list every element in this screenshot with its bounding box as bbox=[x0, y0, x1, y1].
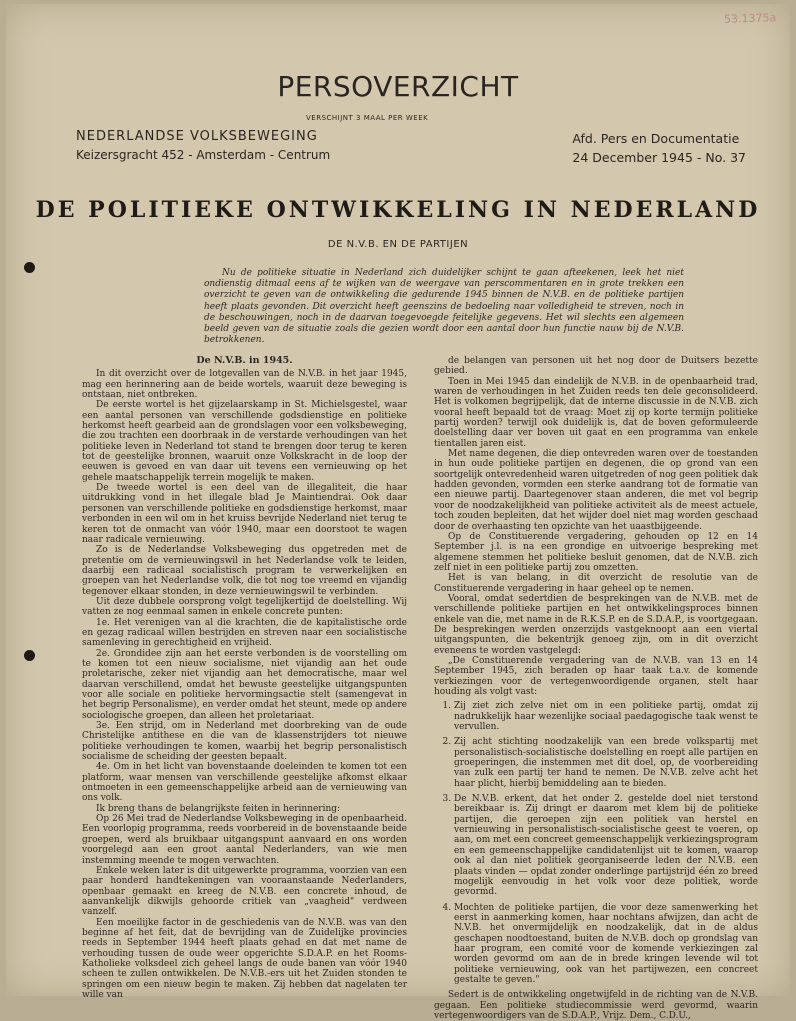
body-paragraph: Zo is de Nederlandse Volksbeweging dus opgetreden met de pretentie om de vernieuwingswil in het Nederlandse volk te leiden, daarbij een radicaal socialistisch program te verwerkelijken en groepen van het Nederlandse volk, die tot nog toe vreemd en vijandig tegenover elkaar stonden, in deze vernieuwingswil te verbinden. bbox=[82, 545, 407, 597]
right-column bbox=[434, 356, 758, 1021]
body-paragraph: Op 26 Mei trad de Nederlandse Volksbeweging in de openbaarheid. Een voorlopig programma, reeds voorbereid in de bovenstaande beide groepen, werd als bruikbaar uitgangspunt aanvaard en ons worden voorgelegd aan een groot aantal Nederlanders, van wie men instemming meende te mogen verwachten. bbox=[82, 814, 407, 866]
article-headline: DE POLITIEKE ONTWIKKELING IN NEDERLAND bbox=[35, 197, 761, 223]
organization-name: NEDERLANDSE VOLKSBEWEGING bbox=[76, 129, 318, 144]
body-paragraph: „De Constituerende vergadering van de N.V.B. van 13 en 14 September 1945, zich beraden op haar taak t.a.v. de komende verkiezingen voor de vertegenwoordigende organen, stelt haar houding als volgt vast: bbox=[434, 655, 758, 697]
body-paragraph: In dit overzicht over de lotgevallen van de N.V.B. in het jaar 1945, mag een herinnering aan de beide wortels, waaruit deze beweging is ontstaan, niet ontbreken. bbox=[82, 369, 407, 401]
body-paragraph: Op de Constituerende vergadering, gehouden op 12 en 14 September j.l. is na een grondige en uitvoerige bespreking met algemene stemmen het politieke besluit genomen, dat de N.V.B. zich zelf niet in een politieke partij zou omzetten. bbox=[434, 531, 758, 573]
body-paragraph: Toen in Mei 1945 dan eindelijk de N.V.B. in de openbaarheid trad, waren de verhoudingen in het Zuiden reeds ten dele geconsolideerd. Het is volkomen begrijpelijk, dat de interne discussie in de N.V.B. zich vooral heeft bepaald tot de vraag: Moet zij op korte termijn politieke partij worden? terwijl ook duidelijk is, dat de boven geformuleerde doelstelling daar ver boven uit gaat en een programma van enkele tientallen jaren eist. bbox=[434, 376, 758, 449]
intro-paragraph: Nu de politieke situatie in Nederland zich duidelijker schijnt te gaan afteekenen, leek het niet ondienstig ditmaal eens af te wijken van de weergave van perscommentaren en in grote trekken een overzicht te geven van de ontwikkeling die gedurende 1945 binnen de N.V.B. en de politieke partijen heeft plaats gevonden. Dit overzicht heeft geenszins de bedoeling naar volledigheid te streven, noch in de beschouwingen, noch in de daarvan toegevoegde feitelijke gegevens. Het wil slechts een algemeen beeld geven van de situatie zoals die gezien wordt door een aantal door hun functie nauw bij de N.V.B. betrokkenen. bbox=[204, 268, 684, 346]
organization-block bbox=[76, 129, 330, 162]
resolution-item: 3. De N.V.B. erkent, dat het onder 2. gestelde doel niet terstond bereikbaar is. Zij dringt er daarom met klem bij de politieke partijen, die geroepen zijn een politiek van herstel en vernieuwing in personalistisch-socialistische geest te voeren, op aan, om met een concreet gemeenschappelijk verkiezingsprogram en een gemeenschappelijke candidatenlijst uit te komen, waarop ook al dan niet politiek georganiseerde leden der N.V.B. een plaats vinden — opdat zonder onderlinge partijstrijd één zo breed mogelijk eenvoudig in het volk voor deze politiek, worde gevormd. bbox=[454, 794, 758, 897]
punch-hole-bottom bbox=[24, 650, 35, 661]
resolution-item: 2. Zij acht stichting noodzakelijk van een brede volkspartij met personalistisch-socialistische doelstelling en roept alle partijen en groeperingen, die instemmen met dit doel, op, de voorbereiding van zulk een partij ter hand te nemen. De N.V.B. zelve acht het haar plicht, hierbij bemiddeling aan te bieden. bbox=[454, 737, 758, 789]
section-heading: De N.V.B. in 1945. bbox=[196, 355, 293, 366]
punch-hole-top bbox=[24, 262, 35, 273]
document-page bbox=[6, 4, 790, 1021]
department-block bbox=[572, 131, 746, 165]
publication-title: PERSOVERZICHT bbox=[277, 70, 519, 103]
body-paragraph: De tweede wortel is een deel van de illegaliteit, die haar uitdrukking vond in het illegale blad Je Maintiendrai. Ook daar personen van verschillende politieke en godsdienstige herkomst, maar verbonden in een wil om in het kruiss bevrijde Nederland niet terug te keren tot de onmacht van vóór 1940, maar een doorstoot te wagen naar radicale vernieuwing. bbox=[82, 483, 407, 545]
right-column-paragraphs-before bbox=[434, 356, 758, 697]
body-paragraph: Ik breng thans de belangrijkste feiten in herinnering: bbox=[96, 803, 341, 814]
organization-address: Keizersgracht 452 - Amsterdam - Centrum bbox=[76, 148, 331, 162]
body-paragraph: Het is van belang, in dit overzicht de resolutie van de Constituerende vergadering in haar geheel op te nemen. bbox=[434, 573, 758, 594]
right-column-paragraphs-after bbox=[434, 990, 758, 1021]
article-subheadline: DE N.V.B. EN DE PARTIJEN bbox=[327, 239, 469, 250]
body-paragraph: 1e. Het verenigen van al die krachten, die de kapitalistische orde en gezag radicaal willen bestrijden en streven naar een socialistische samenleving in gerechtigheid en vrijheid. bbox=[82, 617, 407, 649]
publication-frequency: VERSCHIJNT 3 MAAL PER WEEK bbox=[306, 114, 429, 122]
left-column bbox=[82, 356, 407, 1000]
resolution-item: 1. Zij ziet zich zelve niet om in een politieke partij, omdat zij nadrukkelijk haar wezenlijke sociaal paedagogische taak wenst te vervullen. bbox=[454, 701, 758, 732]
archive-stamp: 53.1375a bbox=[723, 11, 777, 26]
body-paragraph: Sedert is de ontwikkeling ongetwijfeld in de richting van de N.V.B. gegaan. Een politieke studiecommissie werd gevormd, waarin vertegenwoordigers van de S.D.A.P., Vrijz. Dem., C.D.U., bbox=[434, 990, 758, 1021]
body-paragraph: Een moeilijke factor in de geschiedenis van de N.V.B. was van den beginne af het feit, dat de bevrijding van de Zuidelijke provincies reeds in September 1944 heeft plaats gehad en dat met name de verhouding tussen de oude weer opgerichte S.D.A.P. en het Rooms-Katholieke volksdeel zich geheel langs de oude banen van vóór 1940 scheen te zullen ontwikkelen. De N.V.B.-ers uit het Zuiden stonden te springen om een nieuw begin te maken. Zij hebben dat nagelaten ter wille van bbox=[82, 917, 407, 1000]
left-column-paragraphs bbox=[82, 369, 407, 1000]
body-paragraph: 4e. Om in het licht van bovenstaande doeleinden te komen tot een platform, waar mensen van verschillende geestelijke afkomst elkaar ontmoeten in een gemeenschappelijke arbeid aan de vernieuwing van ons volk. bbox=[82, 762, 407, 804]
body-paragraph: 3e. Een strijd, om in Nederland met doorbreking van de oude Christelijke antithese en die van de klassenstrijders tot nieuwe politieke verhoudingen te komen, waarbij het begrip personalistisch socialisme de scheiding der geesten bepaalt. bbox=[82, 721, 407, 763]
body-paragraph: De eerste wortel is het gijzelaarskamp in St. Michielsgestel, waar een aantal personen van verschillende godsdienstige en politieke herkomst heeft gearbeid aan de grondslagen voor een volksbeweging, die zou trachten een doorbraak in de verstarde verhoudingen van het politieke leven in Nederland tot stand te brengen door terug te keren tot de geestelijke bronnen, waaruit onze Volkskracht in de loop der eeuwen is gevoed en van daar uit tevens een vernieuwing op het gehele maatschappelijk terrein mogelijk te maken. bbox=[82, 400, 407, 483]
resolution-item: 4. Mochten de politieke partijen, die voor deze samenwerking het eerst in aanmerking komen, haar nochtans afwijzen, dan acht de N.V.B. het onvermijdelijk en noodzakelijk, dat in de aldus geschapen noodtoestand, buiten de N.V.B. doch op grondslag van haar program, een comité voor de komende verkiezingen zal worden gevormd om aan de in brede kringen levende wil tot politieke vernieuwing, ook van het partijwezen, een concreet gestalte te geven." bbox=[454, 903, 758, 986]
issue-date-number: 24 December 1945 - No. 37 bbox=[572, 150, 746, 165]
body-paragraph: Vooral, omdat sedertdien de besprekingen van de N.V.B. met de verschillende politieke partijen en het ontwikkelingsproces binnen enkele van die, met name in de R.K.S.P. en de S.D.A.P., is voortgegaan. De besprekingen werden onzerzijds vastgeknoopt aan een viertal uitgangspunten, die bekentrijk genoeg zijn, om in dit overzicht eveneens te worden vastgelegd: bbox=[434, 593, 758, 656]
resolution-list bbox=[434, 701, 758, 985]
department-name: Afd. Pers en Documentatie bbox=[572, 131, 740, 146]
body-paragraph: de belangen van personen uit het nog door de Duitsers bezette gebied. bbox=[434, 356, 758, 377]
body-paragraph: Met name degenen, die diep ontevreden waren over de toestanden in hun oude politieke partijen en degenen, die op grond van een soortgelijk ontevredenheid waren uitgetreden of nog geen politiek dak hadden gevonden, vormden een sterke aandrang tot de formatie van een nieuwe partij. Daartegenover staan anderen, die met vol begrip voor de noodzakelijkheid van politieke activiteit als de meest actuele, toch zouden bepleiten, dat het wijder doel niet mag worden geschaad door de overhaasting ten opzichte van het uaastbijgeende. bbox=[434, 449, 758, 532]
body-paragraph: Enkele weken later is dit uitgewerkte programma, voorzien van een paar honderd handtekeningen van vooraanstaande Nederlanders, openbaar gemaakt en kreeg de N.V.B. een concrete inhoud, de aanvankelijk dikwijls gehoorde critiek van „vaagheid" verdween vanzelf. bbox=[82, 865, 407, 918]
body-paragraph: 2e. Grondidee zijn aan het eerste verbonden is de voorstelling om te komen tot een nieuw socialisme, niet vijandig aan het oude proletarische, zeker niet vijandig aan het democratische, maar wel daarvan verschillend, omdat het bewuste geestelijke uitgangspunten voor alle sociale en politieke hervormingsactie stelt (samengevat in het begrip Personalisme), en verder omdat het steunt, mede op andere sociologische groepen, dan alleen het proletariaat. bbox=[82, 648, 407, 721]
body-paragraph: Uit deze dubbele oorsprong volgt tegelijkertijd de doelstelling. Wij vatten ze nog eenmaal samen in enkele concrete punten: bbox=[82, 596, 407, 618]
